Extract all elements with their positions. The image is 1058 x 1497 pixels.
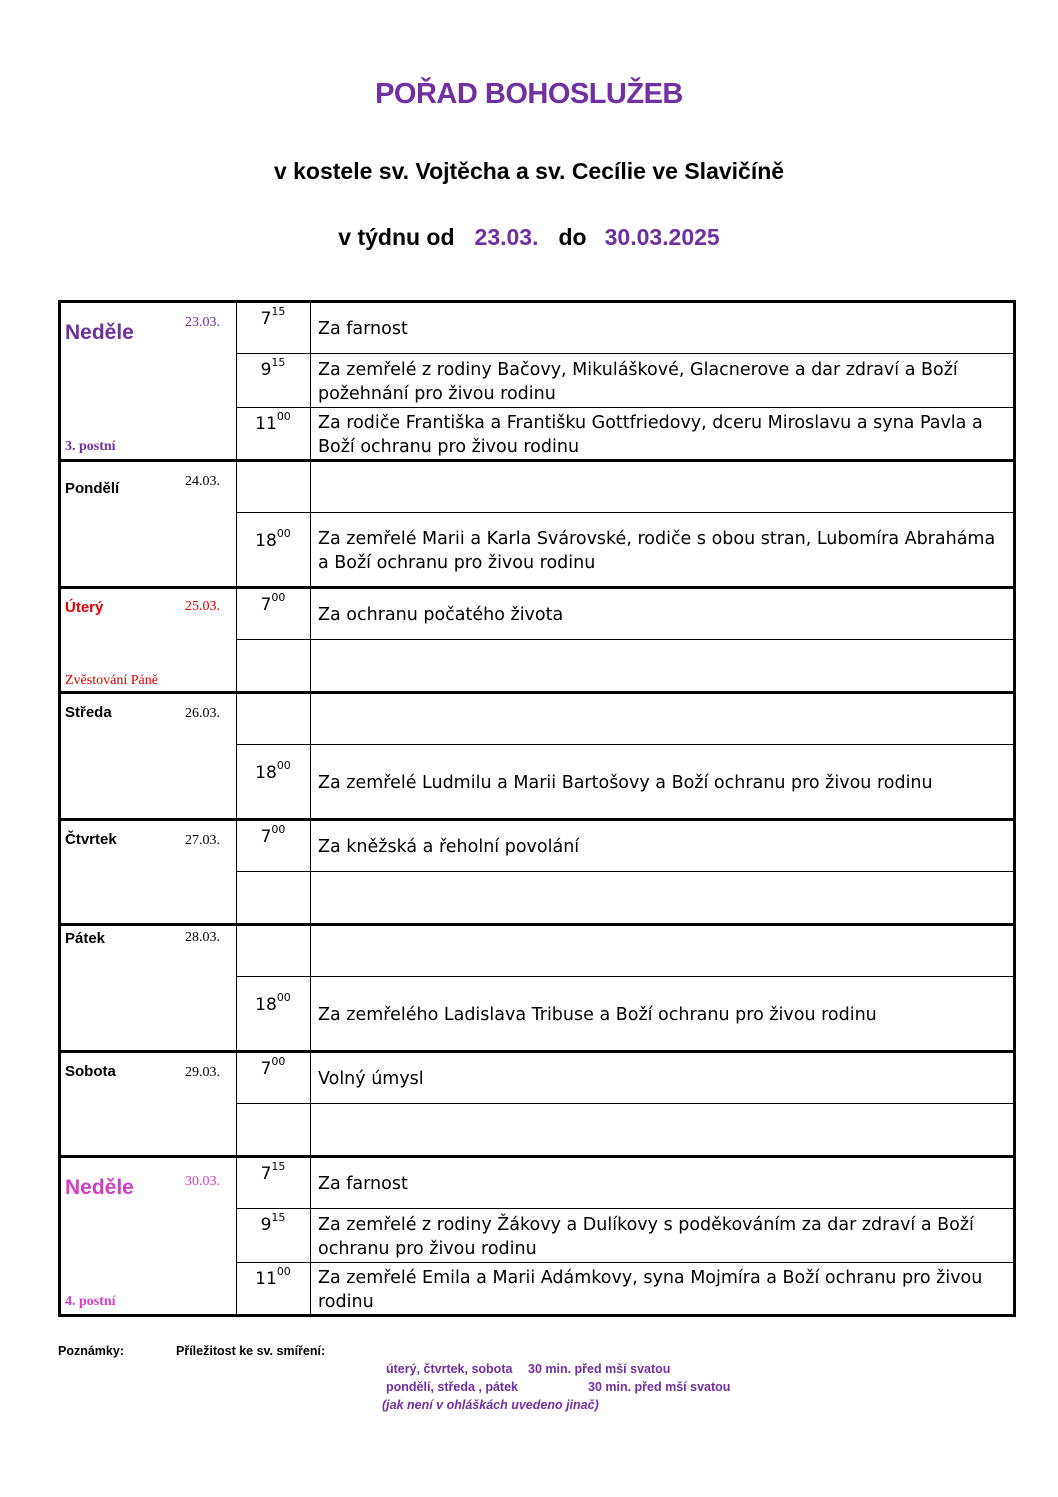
- day-date: 24.03.: [185, 474, 220, 489]
- time-minute: 15: [271, 1160, 286, 1174]
- service-row: [236, 639, 1013, 691]
- day-date: 30.03.: [185, 1174, 220, 1189]
- page-title: POŘAD BOHOSLUŽEB: [375, 78, 683, 110]
- mass-time: [236, 926, 311, 976]
- day-cell: [61, 694, 237, 818]
- service-row: [236, 871, 1013, 923]
- mass-intention: [311, 926, 1013, 976]
- day-block: [58, 821, 1016, 926]
- mass-intention: Za farnost: [318, 319, 408, 339]
- time-minute: 00: [271, 591, 286, 605]
- time-minute: 00: [276, 527, 291, 541]
- day-block: [58, 462, 1016, 589]
- liturgical-note: Zvěstování Páně: [65, 673, 158, 688]
- day-block: [58, 694, 1016, 821]
- time-minute: 15: [271, 305, 286, 319]
- service-row: [236, 1158, 1013, 1208]
- time-minute: 00: [276, 991, 291, 1005]
- time-minute: 15: [271, 356, 286, 370]
- day-date: 28.03.: [185, 930, 220, 945]
- time-minute: 00: [276, 410, 291, 424]
- service-row: [236, 407, 1013, 459]
- week-range: [0, 224, 1058, 251]
- time-hour: 7: [260, 1164, 272, 1184]
- confession-time-2: 30 min. před mší svatou: [588, 1380, 731, 1394]
- mass-time: [236, 1158, 311, 1208]
- mass-intention: [311, 694, 1013, 744]
- day-name: Sobota: [65, 1063, 116, 1080]
- date-to: 30.03.2025: [604, 224, 720, 250]
- day-name: Pátek: [65, 930, 106, 947]
- day-name: Neděle: [65, 1176, 134, 1199]
- day-cell: [61, 462, 237, 586]
- day-name: Středa: [65, 704, 112, 721]
- mass-intention: Za rodiče Františka a Františku Gottfriedovy, dceru Miroslavu a syna Pavla a Boží ochranu pro živou rodinu: [318, 412, 983, 457]
- day-date: 27.03.: [185, 833, 220, 848]
- week-mid: do: [558, 224, 587, 250]
- service-row: [236, 926, 1013, 976]
- schedule-table: [58, 300, 1016, 1317]
- service-row: [236, 353, 1013, 407]
- day-cell: [61, 1053, 237, 1155]
- time-hour: 7: [260, 827, 272, 847]
- mass-time: [236, 589, 311, 639]
- confession-time-1: 30 min. před mší svatou: [528, 1362, 671, 1376]
- mass-intention: [311, 1104, 1013, 1155]
- mass-time: [236, 1104, 311, 1155]
- time-hour: 9: [260, 1215, 272, 1235]
- day-cell: [61, 926, 237, 1050]
- mass-intention: [311, 872, 1013, 923]
- day-cell: [61, 303, 237, 459]
- day-block: [58, 1053, 1016, 1158]
- mass-intention: Za farnost: [318, 1174, 408, 1194]
- day-cell: [61, 589, 237, 691]
- mass-intention: Za zemřelého Ladislava Tribuse a Boží ochranu pro živou rodinu: [318, 1004, 877, 1025]
- mass-time: [236, 1053, 311, 1103]
- mass-intention: Za zemřelé Emila a Marii Adámkovy, syna Mojmíra a Boží ochranu pro živou rodinu: [318, 1267, 983, 1312]
- mass-time: [236, 745, 311, 818]
- service-row: [236, 303, 1013, 353]
- time-minute: 00: [271, 823, 286, 837]
- church-subtitle: v kostele sv. Vojtěcha a sv. Cecílie ve Slavičíně: [273, 158, 785, 184]
- day-name: Čtvrtek: [65, 831, 117, 848]
- day-name: Neděle: [65, 321, 134, 344]
- service-row: [236, 821, 1013, 871]
- mass-time: [236, 821, 311, 871]
- service-row: [236, 1262, 1013, 1314]
- mass-time: [236, 977, 311, 1050]
- day-cell: [61, 1158, 237, 1314]
- mass-time: [236, 1263, 311, 1314]
- mass-intention: Za zemřelé z rodiny Bačovy, Mikuláškové, Glacnerove a dar zdraví a Boží požehnání pro živou rodinu: [318, 359, 958, 404]
- liturgical-note: 4. postní: [65, 1294, 116, 1309]
- liturgical-note: 3. postní: [65, 439, 116, 454]
- time-hour: 18: [255, 763, 277, 783]
- mass-time: [236, 640, 311, 691]
- confession-label: Příležitost ke sv. smíření:: [176, 1344, 326, 1358]
- time-hour: 18: [255, 531, 277, 551]
- mass-intention: Za kněžská a řeholní povolání: [318, 837, 580, 857]
- date-from: 23.03.: [474, 224, 539, 250]
- day-block: [58, 926, 1016, 1053]
- service-row: [236, 744, 1013, 818]
- day-block: [58, 300, 1016, 462]
- time-hour: 7: [260, 1059, 272, 1079]
- time-hour: 11: [255, 1269, 277, 1289]
- notes-label: Poznámky:: [58, 1344, 124, 1358]
- mass-time: [236, 1209, 311, 1262]
- time-hour: 7: [260, 595, 272, 615]
- service-row: [236, 1053, 1013, 1103]
- mass-intention: Za zemřelé Ludmilu a Marii Bartošovy a Boží ochranu pro živou rodinu: [318, 772, 933, 793]
- service-row: [236, 694, 1013, 744]
- mass-intention: Za zemřelé Marii a Karla Svárovské, rodiče s obou stran, Lubomíra Abraháma a Boží ochranu pro živou rodinu: [318, 528, 996, 573]
- mass-intention: Volný úmysl: [318, 1069, 424, 1089]
- day-block: [58, 1158, 1016, 1317]
- confession-note: (jak není v ohláškách uvedeno jinač): [382, 1398, 599, 1412]
- service-row: [236, 976, 1013, 1050]
- mass-time: [236, 462, 311, 512]
- service-row: [236, 462, 1013, 512]
- time-minute: 00: [276, 1265, 291, 1279]
- mass-intention: [311, 640, 1013, 691]
- time-minute: 00: [276, 759, 291, 773]
- notes-section: [58, 1340, 1016, 1420]
- mass-intention: Za zemřelé z rodiny Žákovy a Dulíkovy s poděkováním za dar zdraví a Boží ochranu pro živou rodinu: [318, 1214, 974, 1259]
- mass-time: [236, 408, 311, 459]
- time-hour: 9: [260, 360, 272, 380]
- day-cell: [61, 821, 237, 923]
- day-date: 26.03.: [185, 706, 220, 721]
- service-row: [236, 1103, 1013, 1155]
- time-minute: 15: [271, 1211, 286, 1225]
- mass-time: [236, 694, 311, 744]
- day-date: 29.03.: [185, 1065, 220, 1080]
- time-minute: 00: [271, 1055, 286, 1069]
- mass-time: [236, 303, 311, 353]
- service-row: [236, 1208, 1013, 1262]
- day-name: Pondělí: [65, 480, 120, 497]
- service-row: [236, 589, 1013, 639]
- day-date: 25.03.: [185, 599, 220, 614]
- day-date: 23.03.: [185, 315, 220, 330]
- confession-days-2: pondělí, středa , pátek: [386, 1380, 518, 1394]
- day-block: [58, 589, 1016, 694]
- mass-intention: Za ochranu počatého života: [318, 605, 564, 625]
- mass-intention: [311, 462, 1013, 512]
- mass-time: [236, 513, 311, 586]
- mass-time: [236, 872, 311, 923]
- mass-time: [236, 354, 311, 407]
- service-row: [236, 512, 1013, 586]
- day-name: Úterý: [65, 599, 104, 616]
- time-hour: 18: [255, 995, 277, 1015]
- confession-days-1: úterý, čtvrtek, sobota: [386, 1362, 513, 1376]
- week-prefix: v týdnu od: [338, 224, 455, 250]
- time-hour: 7: [260, 309, 272, 329]
- time-hour: 11: [255, 414, 277, 434]
